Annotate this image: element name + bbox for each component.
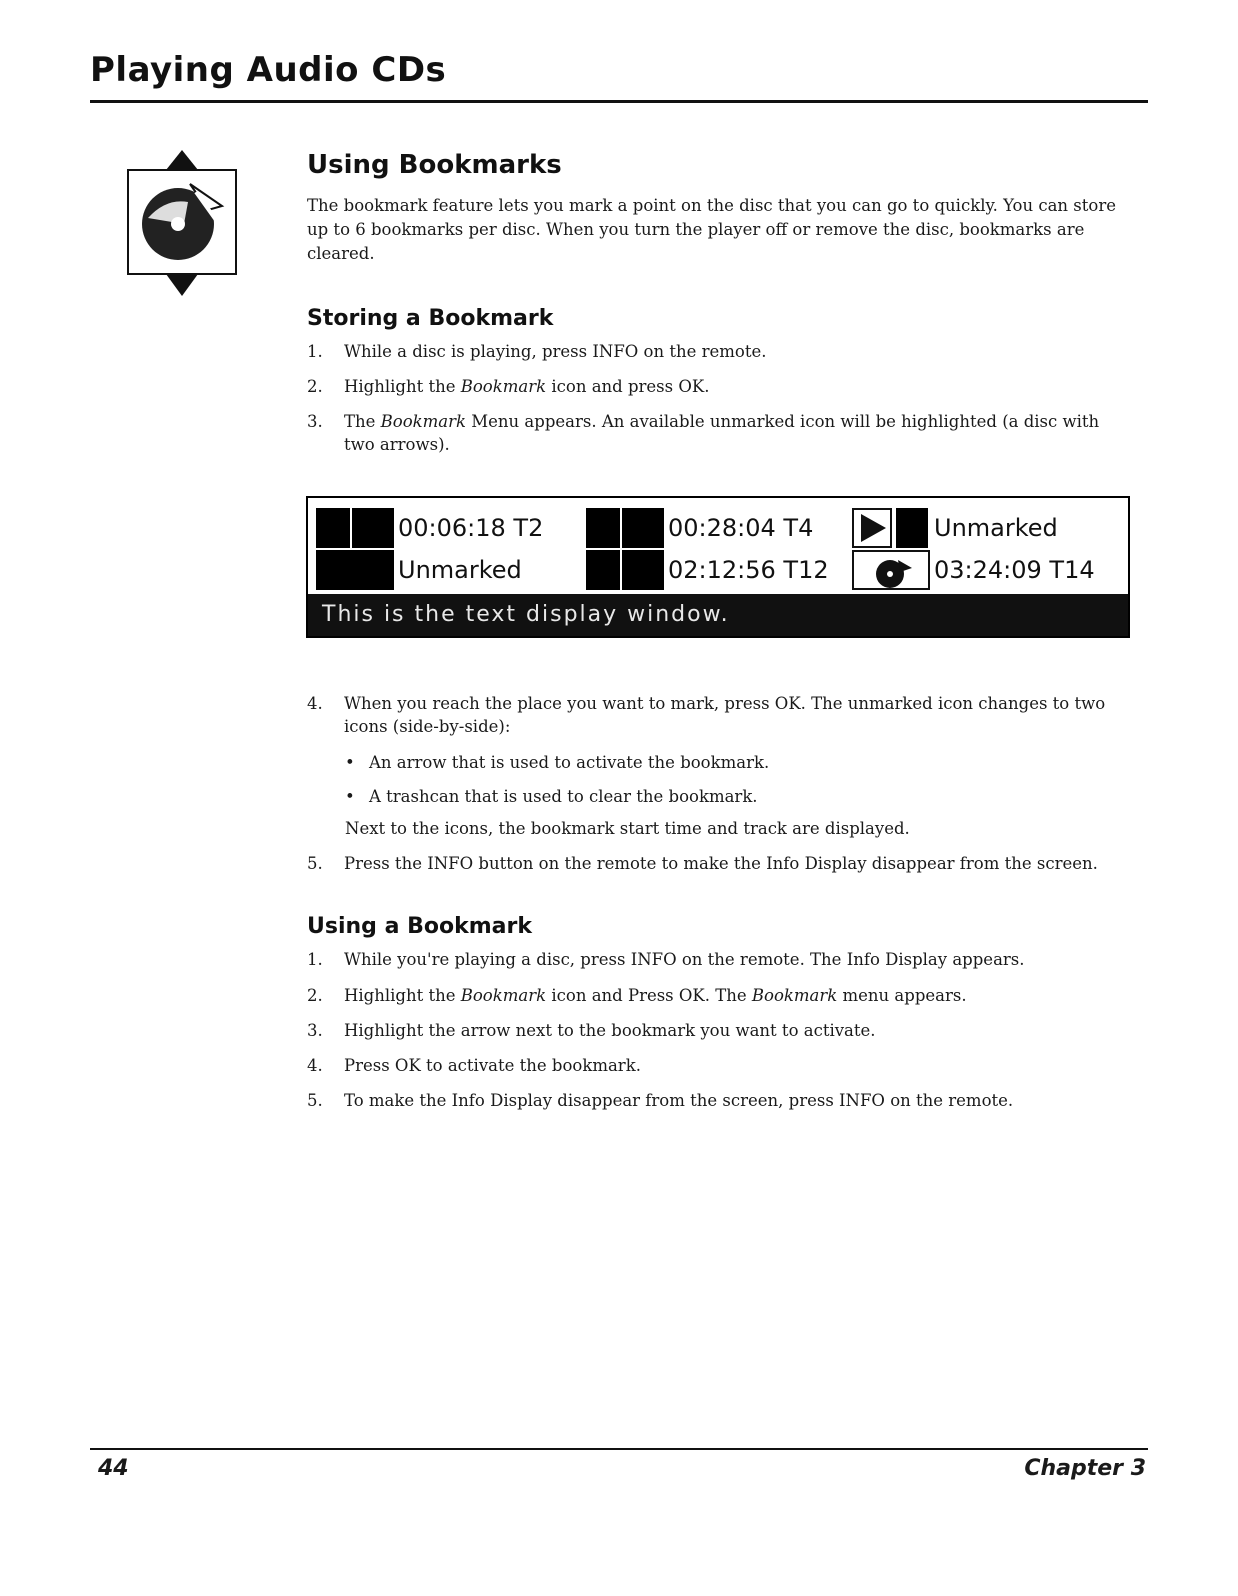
bookmark-slot-label: Unmarked xyxy=(398,556,522,584)
list-item: 3. The Bookmark Menu appears. An available unmarked icon will be highlighted (a disc with two arrows). xyxy=(307,412,1100,454)
trashcan-icon[interactable] xyxy=(622,550,664,590)
footer-rule xyxy=(90,1448,1148,1450)
bookmark-slot-label: 00:06:18 T2 xyxy=(398,514,544,542)
list-item: 2. Highlight the Bookmark icon and Press OK. The Bookmark menu appears. xyxy=(307,986,967,1005)
list-item: 1. While a disc is playing, press INFO on the remote. xyxy=(307,342,767,361)
trashcan-icon[interactable] xyxy=(896,508,928,548)
title-rule xyxy=(90,100,1148,103)
trashcan-icon[interactable] xyxy=(622,508,664,548)
text-display-window: This is the text display window. xyxy=(308,594,1128,636)
highlighted-unmarked-disc-icon[interactable] xyxy=(852,550,930,590)
list-item: 4. Press OK to activate the bookmark. xyxy=(307,1056,641,1075)
intro-paragraph-line: up to 6 bookmarks per disc. When you turn the player off or remove the disc, bookmarks are xyxy=(307,220,1085,239)
list-item: 4. When you reach the place you want to mark, press OK. The unmarked icon changes to two icons (side-by-side): xyxy=(307,694,1106,736)
subsection-heading: Storing a Bookmark xyxy=(307,306,554,331)
bookmark-slot-label: 00:28:04 T4 xyxy=(668,514,814,542)
arrow-icon[interactable] xyxy=(586,550,620,590)
unmarked-disc-icon[interactable] xyxy=(316,550,394,590)
note-text: Next to the icons, the bookmark start time and track are displayed. xyxy=(345,819,910,838)
chapter-label: Chapter 3 xyxy=(1024,1456,1146,1481)
bullet-item: • A trashcan that is used to clear the bookmark. xyxy=(345,787,758,806)
arrow-icon[interactable] xyxy=(316,508,350,548)
page-number: 44 xyxy=(98,1456,129,1481)
bookmark-disc-icon xyxy=(126,148,238,298)
list-item: 2. Highlight the Bookmark icon and press OK. xyxy=(307,377,710,396)
arrow-icon[interactable] xyxy=(586,508,620,548)
list-item: 5. To make the Info Display disappear from the screen, press INFO on the remote. xyxy=(307,1091,1014,1110)
bookmark-slot-label: Unmarked xyxy=(934,514,1058,542)
bookmark-menu xyxy=(306,496,1130,638)
bookmark-slot-label: 02:12:56 T12 xyxy=(668,556,829,584)
list-item: 3. Highlight the arrow next to the bookmark you want to activate. xyxy=(307,1021,876,1040)
list-item: 5. Press the INFO button on the remote to make the Info Display disappear from the screen. xyxy=(307,854,1098,873)
trashcan-icon[interactable] xyxy=(352,508,394,548)
bullet-item: • An arrow that is used to activate the bookmark. xyxy=(345,753,770,772)
list-item: 1. While you're playing a disc, press INFO on the remote. The Info Display appears. xyxy=(307,950,1025,969)
page-title: Playing Audio CDs xyxy=(90,50,447,90)
subsection-heading: Using a Bookmark xyxy=(307,914,532,939)
bookmark-slot-label: 03:24:09 T14 xyxy=(934,556,1095,584)
play-arrow-icon[interactable] xyxy=(852,508,892,548)
section-heading: Using Bookmarks xyxy=(307,150,562,180)
intro-paragraph-line: The bookmark feature lets you mark a point on the disc that you can go to quickly. You can store xyxy=(307,196,1116,215)
intro-paragraph-line: cleared. xyxy=(307,244,375,263)
